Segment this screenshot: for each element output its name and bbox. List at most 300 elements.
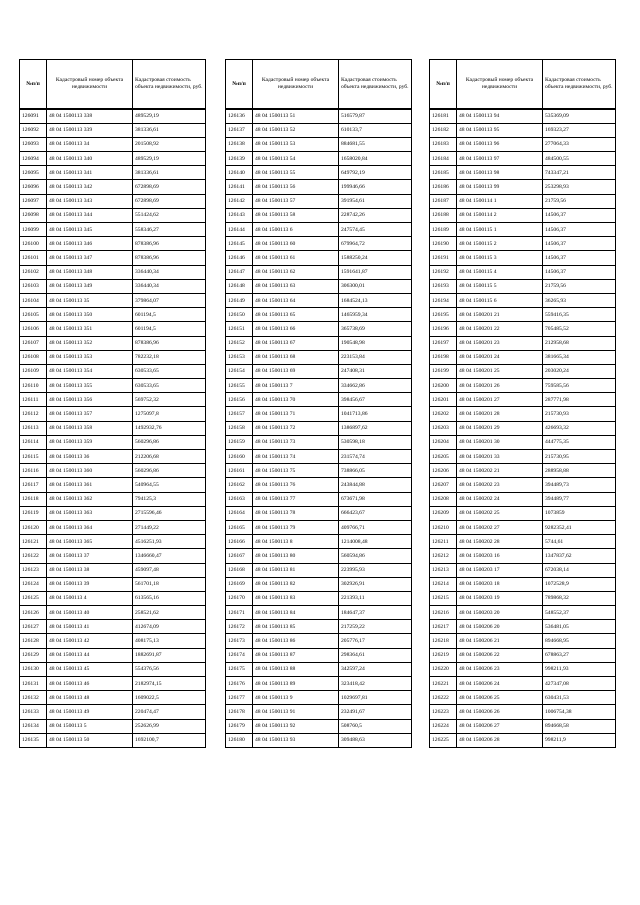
cadastral-table-3 (429, 59, 616, 748)
row-number: 126158 (226, 421, 253, 435)
table-row (226, 180, 412, 194)
cadastral-number: 48 04 1500113 74 (253, 450, 339, 464)
cadastral-number: 48 04 1500113 4 (47, 591, 133, 605)
table-row (20, 506, 206, 520)
row-number: 126200 (430, 379, 457, 393)
cadastral-value: 381336,61 (133, 123, 206, 137)
cadastral-value: 535369,09 (543, 109, 616, 123)
table-row (430, 237, 616, 251)
row-number: 126162 (226, 478, 253, 492)
table-row (226, 535, 412, 549)
cadastral-value: 878386,96 (133, 336, 206, 350)
cadastral-number: 48 04 1500113 361 (47, 478, 133, 492)
table-row (430, 379, 616, 393)
table-row (430, 677, 616, 691)
table-row (20, 450, 206, 464)
table-row (430, 293, 616, 307)
row-number: 126142 (226, 194, 253, 208)
row-number: 126094 (20, 152, 47, 166)
cadastral-number: 48 04 1500113 358 (47, 421, 133, 435)
cadastral-number: 48 04 1500113 68 (253, 350, 339, 364)
cadastral-number: 48 04 1500206 26 (457, 705, 543, 719)
row-number: 126108 (20, 350, 47, 364)
cadastral-number: 48 04 1500115 3 (457, 251, 543, 265)
row-number: 126209 (430, 506, 457, 520)
cadastral-number: 48 04 1500206 20 (457, 620, 543, 634)
table-row (430, 606, 616, 620)
table-row (430, 223, 616, 237)
cadastral-number: 48 04 1500113 60 (253, 237, 339, 251)
row-number: 126125 (20, 591, 47, 605)
cadastral-number: 48 04 1500113 356 (47, 393, 133, 407)
cadastral-value: 630431,53 (543, 691, 616, 705)
cadastral-number: 48 04 1500113 52 (253, 123, 339, 137)
cadastral-value: 394489,77 (543, 492, 616, 506)
row-number: 126208 (430, 492, 457, 506)
row-number: 126181 (430, 109, 457, 123)
row-number: 126122 (20, 549, 47, 563)
table-row (20, 194, 206, 208)
table-row (226, 152, 412, 166)
cadastral-value: 894668,95 (543, 634, 616, 648)
cadastral-number: 48 04 1500113 354 (47, 364, 133, 378)
cadastral-number: 48 04 1500113 51 (253, 109, 339, 123)
row-number: 126159 (226, 435, 253, 449)
row-number: 126149 (226, 293, 253, 307)
row-number: 126171 (226, 606, 253, 620)
row-number: 126143 (226, 208, 253, 222)
table-row (226, 194, 412, 208)
cadastral-number: 48 04 1500113 351 (47, 322, 133, 336)
row-number: 126204 (430, 435, 457, 449)
row-number: 126191 (430, 251, 457, 265)
table-row (20, 520, 206, 534)
cadastral-value: 203020,24 (543, 364, 616, 378)
row-number: 126164 (226, 506, 253, 520)
cadastral-value: 21759,56 (543, 279, 616, 293)
row-number: 126178 (226, 705, 253, 719)
table-row (226, 450, 412, 464)
cadastral-value: 298364,61 (339, 648, 412, 662)
row-number: 126153 (226, 350, 253, 364)
cadastral-value: 551424,62 (133, 208, 206, 222)
row-number: 126165 (226, 520, 253, 534)
table-row (226, 591, 412, 605)
cadastral-value: 1492932,76 (133, 421, 206, 435)
table-row (430, 194, 616, 208)
row-number: 126119 (20, 506, 47, 520)
table-row (226, 435, 412, 449)
cadastral-value: 217259,22 (339, 620, 412, 634)
row-number: 126118 (20, 492, 47, 506)
row-number: 126225 (430, 733, 457, 747)
cadastral-number: 48 04 1500201 22 (457, 322, 543, 336)
table-row (20, 180, 206, 194)
cadastral-value: 894668,58 (543, 719, 616, 733)
row-number: 126121 (20, 535, 47, 549)
cadastral-number: 48 04 1500113 38 (47, 563, 133, 577)
cadastral-value: 231574,74 (339, 450, 412, 464)
row-number: 126147 (226, 265, 253, 279)
table-row (430, 563, 616, 577)
row-number: 126195 (430, 308, 457, 322)
cadastral-number: 48 04 1500115 6 (457, 293, 543, 307)
row-number: 126166 (226, 535, 253, 549)
cadastral-value: 489529,19 (133, 152, 206, 166)
table-row (20, 407, 206, 421)
cadastral-number: 48 04 1500113 363 (47, 506, 133, 520)
cadastral-number: 48 04 1500201 26 (457, 379, 543, 393)
row-number: 126097 (20, 194, 47, 208)
cadastral-number: 48 04 1500114 2 (457, 208, 543, 222)
row-number: 126177 (226, 691, 253, 705)
table-row (20, 677, 206, 691)
row-number: 126192 (430, 265, 457, 279)
row-number: 126146 (226, 251, 253, 265)
table-row (430, 364, 616, 378)
cadastral-value: 705485,52 (543, 322, 616, 336)
cadastral-number: 48 04 1500113 344 (47, 208, 133, 222)
cadastral-number: 48 04 1500203 19 (457, 591, 543, 605)
row-number: 126167 (226, 549, 253, 563)
cadastral-number: 48 04 1500201 23 (457, 336, 543, 350)
table-row (226, 492, 412, 506)
row-number: 126151 (226, 322, 253, 336)
cadastral-value: 323418,42 (339, 677, 412, 691)
row-number: 126117 (20, 478, 47, 492)
cadastral-value: 540964,55 (133, 478, 206, 492)
cadastral-value: 794125,3 (133, 492, 206, 506)
table-row (20, 322, 206, 336)
row-number: 126135 (20, 733, 47, 747)
table-row (226, 137, 412, 151)
cadastral-value: 630533,65 (133, 364, 206, 378)
cadastral-value: 672038,14 (543, 563, 616, 577)
cadastral-value: 1591641,87 (339, 265, 412, 279)
cadastral-number: 48 04 1500113 97 (457, 152, 543, 166)
cadastral-number: 48 04 1500203 18 (457, 577, 543, 591)
cadastral-number: 48 04 1500113 355 (47, 379, 133, 393)
row-number: 126179 (226, 719, 253, 733)
cadastral-number: 48 04 1500113 82 (253, 577, 339, 591)
cadastral-number: 48 04 1500201 27 (457, 393, 543, 407)
row-number: 126141 (226, 180, 253, 194)
table-row (430, 520, 616, 534)
cadastral-number: 48 04 1500113 54 (253, 152, 339, 166)
cadastral-value: 878386,96 (133, 237, 206, 251)
cadastral-number: 48 04 1500113 78 (253, 506, 339, 520)
cadastral-number: 48 04 1500113 95 (457, 123, 543, 137)
cadastral-value: 678863,27 (543, 648, 616, 662)
row-number: 126202 (430, 407, 457, 421)
table-row (226, 393, 412, 407)
cadastral-number: 48 04 1500115 5 (457, 279, 543, 293)
cadastral-value: 1214008,48 (339, 535, 412, 549)
cadastral-value: 1072528,9 (543, 577, 616, 591)
table-row (430, 591, 616, 605)
table-row (20, 223, 206, 237)
cadastral-value: 247408,31 (339, 364, 412, 378)
header-cadastral-number: Кадастровый номер объекта недвижимости (253, 60, 339, 110)
row-number: 126197 (430, 336, 457, 350)
table-row (430, 435, 616, 449)
cadastral-value: 247574,45 (339, 223, 412, 237)
table-row (20, 152, 206, 166)
row-number: 126160 (226, 450, 253, 464)
cadastral-value: 630533,65 (133, 379, 206, 393)
cadastral-value: 673671,98 (339, 492, 412, 506)
row-number: 126110 (20, 379, 47, 393)
cadastral-number: 48 04 1500201 29 (457, 421, 543, 435)
table-row (430, 336, 616, 350)
table-header-row (226, 60, 412, 110)
cadastral-number: 48 04 1500203 20 (457, 606, 543, 620)
row-number: 126163 (226, 492, 253, 506)
cadastral-number: 48 04 1500206 22 (457, 648, 543, 662)
cadastral-number: 48 04 1500201 21 (457, 308, 543, 322)
row-number: 126095 (20, 166, 47, 180)
table-row (226, 606, 412, 620)
row-number: 126111 (20, 393, 47, 407)
cadastral-value: 381665,34 (543, 350, 616, 364)
row-number: 126101 (20, 251, 47, 265)
cadastral-number: 48 04 1500113 365 (47, 535, 133, 549)
table-row (430, 265, 616, 279)
cadastral-number: 48 04 1500113 364 (47, 520, 133, 534)
row-number: 126124 (20, 577, 47, 591)
row-number: 126127 (20, 620, 47, 634)
header-cadastral-number: Кадастровый номер объекта недвижимости (457, 60, 543, 110)
cadastral-value: 14506,37 (543, 223, 616, 237)
cadastral-number: 48 04 1500113 92 (253, 719, 339, 733)
table-row (430, 350, 616, 364)
table-row (226, 520, 412, 534)
row-number: 126223 (430, 705, 457, 719)
cadastral-value: 666423,67 (339, 506, 412, 520)
cadastral-number: 48 04 1500113 89 (253, 677, 339, 691)
table-row (430, 322, 616, 336)
cadastral-number: 48 04 1500202 25 (457, 506, 543, 520)
cadastral-number: 48 04 1500113 57 (253, 194, 339, 208)
cadastral-value: 672898,69 (133, 194, 206, 208)
cadastral-number: 48 04 1500113 83 (253, 591, 339, 605)
row-number: 126185 (430, 166, 457, 180)
cadastral-value: 14506,37 (543, 208, 616, 222)
cadastral-number: 48 04 1500113 8 (253, 535, 339, 549)
cadastral-value: 560594,86 (339, 549, 412, 563)
cadastral-value: 381336,61 (133, 166, 206, 180)
row-number: 126214 (430, 577, 457, 591)
cadastral-number: 48 04 1500113 36 (47, 450, 133, 464)
table-row (226, 620, 412, 634)
table-row (430, 137, 616, 151)
table-row (20, 435, 206, 449)
cadastral-number: 48 04 1500201 25 (457, 364, 543, 378)
row-number: 126198 (430, 350, 457, 364)
table-row (226, 364, 412, 378)
cadastral-number: 48 04 1500113 65 (253, 308, 339, 322)
cadastral-number: 48 04 1500113 341 (47, 166, 133, 180)
table-header-row (430, 60, 616, 110)
row-number: 126173 (226, 634, 253, 648)
table-row (226, 733, 412, 747)
table-row (20, 336, 206, 350)
cadastral-value: 561701,18 (133, 577, 206, 591)
table-row (430, 393, 616, 407)
cadastral-value: 884681,55 (339, 137, 412, 151)
row-number: 126133 (20, 705, 47, 719)
cadastral-value: 271449,22 (133, 520, 206, 534)
row-number: 126115 (20, 450, 47, 464)
row-number: 126129 (20, 648, 47, 662)
cadastral-number: 48 04 1500113 34 (47, 137, 133, 151)
cadastral-number: 48 04 1500113 77 (253, 492, 339, 506)
cadastral-value: 5744,61 (543, 535, 616, 549)
cadastral-number: 48 04 1500206 23 (457, 662, 543, 676)
cadastral-value: 2715596,46 (133, 506, 206, 520)
cadastral-number: 48 04 1500113 64 (253, 293, 339, 307)
cadastral-number: 48 04 1500113 45 (47, 662, 133, 676)
cadastral-number: 48 04 1500202 24 (457, 492, 543, 506)
row-number: 126161 (226, 464, 253, 478)
row-number: 126201 (430, 393, 457, 407)
cadastral-value: 613565,16 (133, 591, 206, 605)
row-number: 126206 (430, 464, 457, 478)
cadastral-number: 48 04 1500113 352 (47, 336, 133, 350)
cadastral-value: 228742,26 (339, 208, 412, 222)
row-number: 126154 (226, 364, 253, 378)
cadastral-number: 48 04 1500113 42 (47, 634, 133, 648)
table-row (20, 251, 206, 265)
table-row (20, 733, 206, 747)
cadastral-value: 223995,93 (339, 563, 412, 577)
table-row (20, 123, 206, 137)
row-number: 126203 (430, 421, 457, 435)
table-row (430, 208, 616, 222)
header-num: №п/п (226, 60, 253, 110)
table-row (20, 237, 206, 251)
table-row (20, 137, 206, 151)
cadastral-value: 365738,69 (339, 322, 412, 336)
cadastral-number: 48 04 1500115 1 (457, 223, 543, 237)
header-num: №п/п (20, 60, 47, 110)
table-row (20, 691, 206, 705)
cadastral-value: 201508,92 (133, 137, 206, 151)
table-row (226, 208, 412, 222)
row-number: 126194 (430, 293, 457, 307)
cadastral-number: 48 04 1500115 4 (457, 265, 543, 279)
cadastral-number: 48 04 1500113 345 (47, 223, 133, 237)
table-row (430, 577, 616, 591)
cadastral-number: 48 04 1500113 49 (47, 705, 133, 719)
cadastral-number: 48 04 1500113 349 (47, 279, 133, 293)
table-row (20, 364, 206, 378)
cadastral-value: 309488,63 (339, 733, 412, 747)
cadastral-number: 48 04 1500113 348 (47, 265, 133, 279)
cadastral-value: 1386897,62 (339, 421, 412, 435)
header-cadastral-value: Кадастровая стоимость объекта недвижимости, руб. (543, 60, 616, 110)
cadastral-value: 1609022,5 (133, 691, 206, 705)
row-number: 126113 (20, 421, 47, 435)
cadastral-value: 243844,88 (339, 478, 412, 492)
row-number: 126099 (20, 223, 47, 237)
row-number: 126220 (430, 662, 457, 676)
cadastral-value: 199946,66 (339, 180, 412, 194)
table-row (226, 577, 412, 591)
row-number: 126107 (20, 336, 47, 350)
cadastral-number: 48 04 1500113 98 (457, 166, 543, 180)
cadastral-value: 558346,27 (133, 223, 206, 237)
cadastral-value: 601194,5 (133, 322, 206, 336)
table-row (20, 577, 206, 591)
cadastral-value: 342597,24 (339, 662, 412, 676)
cadastral-number: 48 04 1500113 58 (253, 208, 339, 222)
table-row (20, 393, 206, 407)
row-number: 126105 (20, 308, 47, 322)
cadastral-value: 287771,98 (543, 393, 616, 407)
cadastral-table-1 (19, 59, 206, 748)
cadastral-value: 759585,56 (543, 379, 616, 393)
row-number: 126148 (226, 279, 253, 293)
row-number: 126157 (226, 407, 253, 421)
cadastral-value: 1347837,62 (543, 549, 616, 563)
cadastral-number: 48 04 1500113 81 (253, 563, 339, 577)
cadastral-value: 508760,5 (339, 719, 412, 733)
row-number: 126134 (20, 719, 47, 733)
cadastral-table-2 (225, 59, 412, 748)
cadastral-number: 48 04 1500113 357 (47, 407, 133, 421)
cadastral-number: 48 04 1500201 33 (457, 450, 543, 464)
cadastral-number: 48 04 1500115 2 (457, 237, 543, 251)
cadastral-number: 48 04 1500113 67 (253, 336, 339, 350)
row-number: 126156 (226, 393, 253, 407)
cadastral-value: 288958,88 (543, 464, 616, 478)
cadastral-value: 610133,7 (339, 123, 412, 137)
cadastral-value: 394489,73 (543, 478, 616, 492)
cadastral-value: 998211,9 (543, 733, 616, 747)
table-row (226, 308, 412, 322)
cadastral-value: 444775,35 (543, 435, 616, 449)
row-number: 126100 (20, 237, 47, 251)
row-number: 126128 (20, 634, 47, 648)
cadastral-number: 48 04 1500113 56 (253, 180, 339, 194)
cadastral-number: 48 04 1500113 48 (47, 691, 133, 705)
cadastral-value: 2182974,15 (133, 677, 206, 691)
row-number: 126138 (226, 137, 253, 151)
cadastral-value: 9282352,41 (543, 520, 616, 534)
table-row (226, 123, 412, 137)
cadastral-number: 48 04 1500113 61 (253, 251, 339, 265)
row-number: 126216 (430, 606, 457, 620)
table-row (20, 464, 206, 478)
cadastral-number: 48 04 1500113 353 (47, 350, 133, 364)
cadastral-number: 48 04 1500113 84 (253, 606, 339, 620)
table-row (430, 634, 616, 648)
cadastral-value: 426693,32 (543, 421, 616, 435)
cadastral-number: 48 04 1500113 347 (47, 251, 133, 265)
cadastral-value: 169323,27 (543, 123, 616, 137)
table-row (430, 549, 616, 563)
header-cadastral-number: Кадастровый номер объекта недвижимости (47, 60, 133, 110)
row-number: 126104 (20, 293, 47, 307)
cadastral-number: 48 04 1500113 93 (253, 733, 339, 747)
row-number: 126150 (226, 308, 253, 322)
table-row (20, 591, 206, 605)
header-cadastral-value: Кадастровая стоимость объекта недвижимости, руб. (133, 60, 206, 110)
row-number: 126144 (226, 223, 253, 237)
row-number: 126196 (430, 322, 457, 336)
table-row (226, 350, 412, 364)
